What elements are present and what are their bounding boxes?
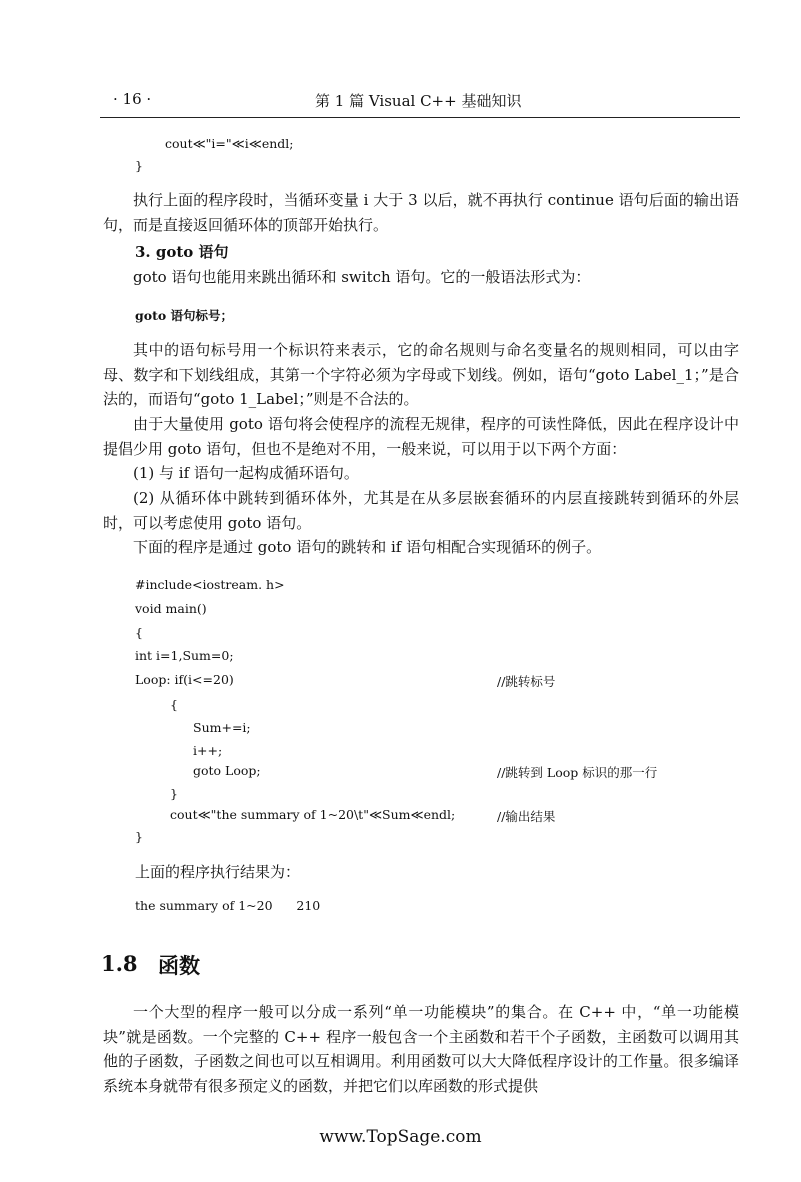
list-item: (1) 与 if 语句一起构成循环语句。	[133, 464, 359, 482]
paragraph: 一个大型的程序一般可以分成一系列“单一功能模块”的集合。在 C++ 中，“单一功能模块”就是函数。一个完整的 C++ 程序一般包含一个主函数和若干个子函数，主函数可以调用其他的子函数，子函数之间也可以互相调用。利用函数可以大大降低程序设计的工作量。很多编译系统本身就带有很多预定义的函数，并把它们以库函数的形式提供	[103, 1003, 739, 1095]
code-line: {	[135, 625, 143, 640]
footer-url: www.TopSage.com	[319, 1127, 482, 1147]
subheading-goto: 3. goto 语句	[135, 243, 229, 261]
code-line: cout≪"i="≪i≪endl;	[165, 136, 294, 151]
paragraph: 执行上面的程序段时，当循环变量 i 大于 3 以后，就不再执行 continue 语句后面的输出语句，而是直接返回循环体的顶部开始执行。	[103, 191, 739, 234]
code-line: {	[170, 697, 178, 712]
code-line: #include<iostream. h>	[135, 577, 285, 592]
paragraph: goto 语句也能用来跳出循环和 switch 语句。它的一般语法形式为：	[133, 268, 591, 286]
code-line: }	[135, 158, 143, 173]
running-header-title: 第 1 篇 Visual C++ 基础知识	[315, 92, 522, 110]
code-comment: //跳转到 Loop 标识的那一行	[497, 765, 658, 780]
section-number: 1.8	[101, 951, 138, 976]
section-title: 函数	[158, 953, 200, 978]
result-output: the summary of 1~20 210	[135, 898, 321, 913]
list-item: (2) 从循环体中跳转到循环体外，尤其是在从多层嵌套循环的内层直接跳转到循环的外层时，可以考虑使用 goto 语句。	[103, 489, 739, 532]
code-line: int i=1,Sum=0;	[135, 648, 234, 663]
paragraph: 由于大量使用 goto 语句将会使程序的流程无规律，程序的可读性降低，因此在程序设计中提倡少用 goto 语句，但也不是绝对不用，一般来说，可以用于以下两个方面：	[103, 415, 739, 458]
code-comment: //输出结果	[497, 809, 556, 824]
code-line: Loop: if(i<=20)	[135, 672, 234, 687]
code-line: }	[135, 829, 143, 844]
code-comment: //跳转标号	[497, 674, 556, 689]
page-number: · 16 ·	[113, 90, 152, 108]
paragraph: 其中的语句标号用一个标识符来表示，它的命名规则与命名变量名的规则相同，可以由字母、数字和下划线组成，其第一个字符必须为字母或下划线。例如，语句“goto Label_1；”是合法的，而语句“goto 1_Label；”则是不合法的。	[103, 341, 739, 408]
syntax-line: goto 语句标号；	[135, 308, 234, 323]
code-line: goto Loop;	[193, 763, 261, 778]
code-line: Sum+=i;	[193, 720, 251, 735]
result-intro: 上面的程序执行结果为：	[135, 863, 301, 881]
code-line: void main()	[135, 601, 207, 616]
code-line: i++;	[193, 743, 223, 758]
code-line: }	[170, 786, 178, 801]
code-line: cout≪"the summary of 1~20\t"≪Sum≪endl;	[170, 807, 456, 822]
paragraph: 下面的程序是通过 goto 语句的跳转和 if 语句相配合实现循环的例子。	[133, 538, 602, 556]
header-rule	[100, 117, 740, 118]
